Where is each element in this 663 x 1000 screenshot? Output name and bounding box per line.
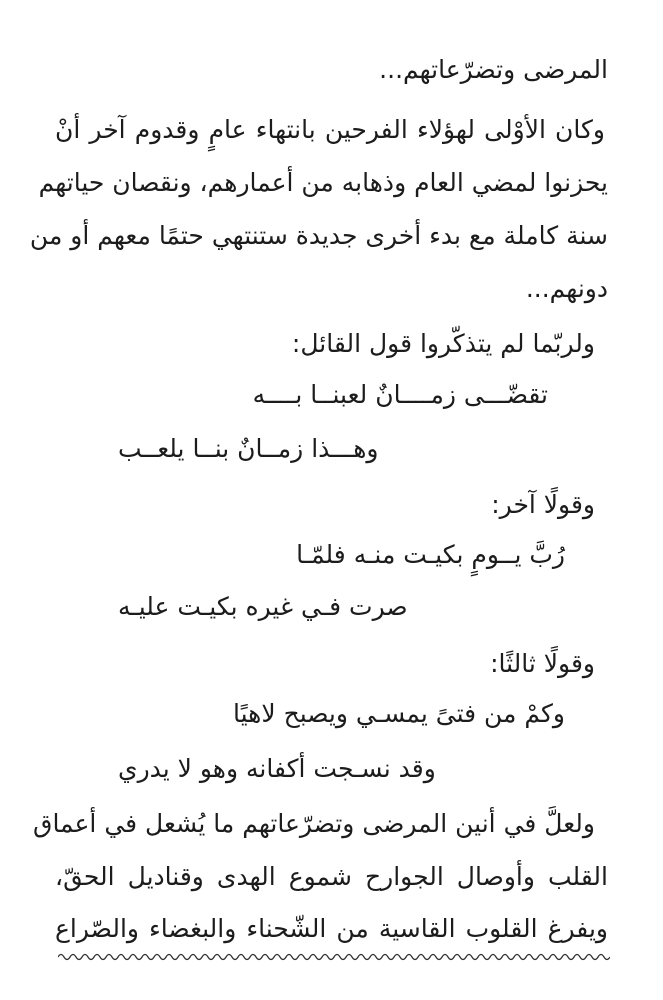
- text-line-1: المرضى وتضرّعاتهم...: [379, 55, 608, 84]
- wavy-divider: [58, 950, 610, 964]
- text-line-5: دونهم...: [525, 274, 608, 303]
- text-line-8: ويفرغ القلوب القاسية من الشّحناء والبغضاء والصّراع: [55, 914, 608, 943]
- text-line-2: وكان الأوْلى لهؤلاء الفرحين بانتهاء عامٍ وقدوم آخر أنْ: [55, 115, 605, 144]
- verse-3: رُبَّ يــومٍ بكيـت منـه فلمّـا: [296, 540, 565, 569]
- verse-6: وقد نسـجت أكفانه وهو لا يدري: [118, 754, 436, 783]
- text-line-3: يحزنوا لمضي العام وذهابه من أعمارهم، ونقصان حياتهم: [38, 168, 608, 197]
- poem-intro-2: وقولًا آخر:: [491, 490, 595, 519]
- verse-1: تقضّـــى زمــــانٌ لعبنــا بــــه: [252, 380, 548, 409]
- poem-intro-3: وقولًا ثالثًا:: [490, 649, 595, 678]
- text-line-4: سنة كاملة مع بدء أخرى جديدة ستنتهي حتمًا معهم أو من: [29, 221, 608, 250]
- verse-4: صرت فـي غيره بكيـت عليـه: [118, 592, 408, 621]
- verse-2: وهـــذا زمــانٌ بنــا يلعــب: [118, 434, 379, 463]
- text-line-6: ولعلَّ في أنين المرضى وتضرّعاتهم ما يُشعل في أعماق: [33, 809, 595, 838]
- verse-5: وكمْ من فتىً يمسـي ويصبح لاهيًا: [233, 699, 565, 728]
- text-line-7: القلب وأوصال الجوارح شموع الهدى وقناديل الحقّ،: [55, 862, 608, 891]
- poem-intro-1: ولربّما لم يتذكّروا قول القائل:: [291, 329, 595, 358]
